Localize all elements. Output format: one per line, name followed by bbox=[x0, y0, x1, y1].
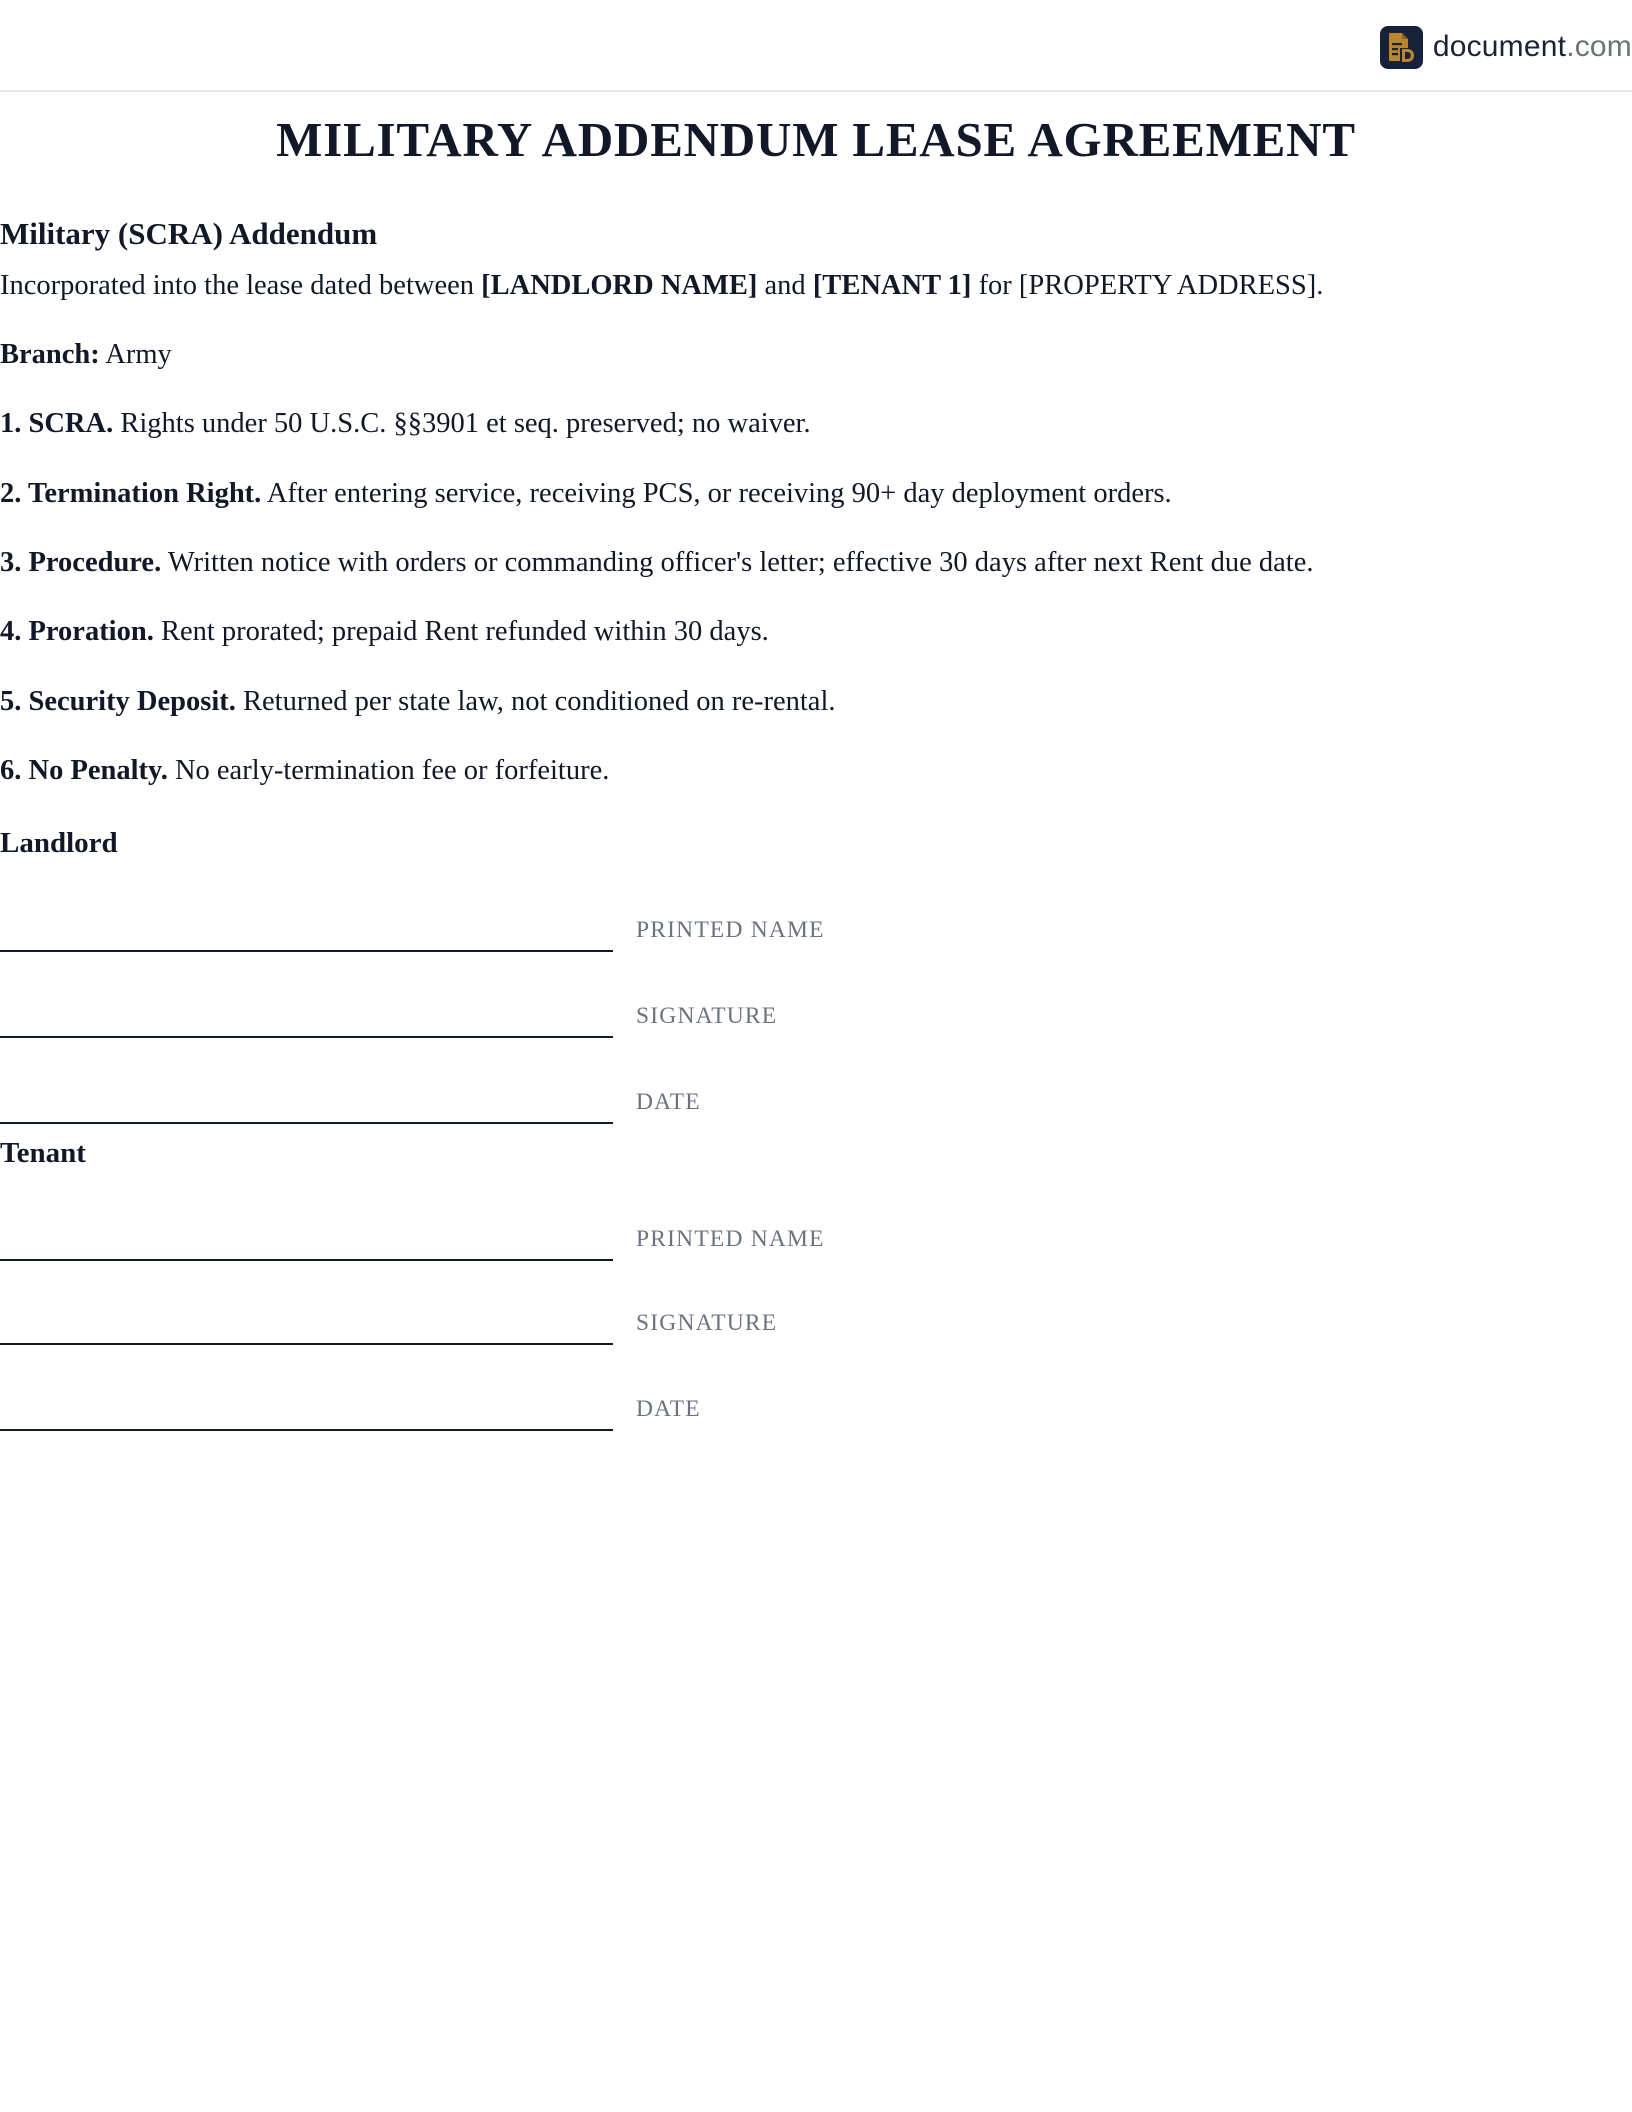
intro-prefix: Incorporated into the lease dated between bbox=[0, 270, 482, 301]
signature-line[interactable] bbox=[0, 950, 613, 952]
field-label: SIGNATURE bbox=[636, 1310, 778, 1336]
clause-text: Rights under 50 U.S.C. §§3901 et seq. preserved; no waiver. bbox=[113, 408, 811, 439]
clause-text: Returned per state law, not conditioned on re-rental. bbox=[235, 686, 836, 717]
clause-5 bbox=[0, 684, 836, 720]
signature-line[interactable] bbox=[0, 1259, 613, 1261]
intro-suffix: for [PROPERTY ADDRESS]. bbox=[971, 270, 1324, 301]
tenant-heading: Tenant bbox=[0, 1137, 86, 1169]
clause-1 bbox=[0, 406, 811, 442]
signature-line[interactable] bbox=[0, 1036, 613, 1038]
intro-middle: and bbox=[757, 270, 813, 301]
landlord-date-field[interactable] bbox=[0, 1084, 900, 1124]
clause-2 bbox=[0, 476, 1172, 512]
signature-line[interactable] bbox=[0, 1429, 613, 1431]
signature-line[interactable] bbox=[0, 1122, 613, 1124]
document-logo-icon bbox=[1380, 26, 1423, 69]
clause-4 bbox=[0, 614, 769, 650]
branch-label: Branch: bbox=[0, 339, 100, 370]
landlord-printed-name-field[interactable] bbox=[0, 912, 900, 952]
intro-paragraph bbox=[0, 268, 1323, 304]
branch-value: Army bbox=[99, 339, 172, 370]
field-label: PRINTED NAME bbox=[636, 917, 825, 943]
field-label: SIGNATURE bbox=[636, 1003, 778, 1029]
field-label: DATE bbox=[636, 1089, 701, 1115]
brand-name: document bbox=[1432, 30, 1567, 63]
landlord-heading: Landlord bbox=[0, 827, 118, 859]
clause-heading: 1. SCRA. bbox=[0, 408, 114, 439]
tenant-date-field[interactable] bbox=[0, 1391, 900, 1431]
clause-3 bbox=[0, 545, 1314, 581]
clause-heading: 3. Procedure. bbox=[0, 547, 162, 578]
brand-logo[interactable] bbox=[1380, 25, 1632, 69]
brand-tld: .com bbox=[1566, 30, 1632, 63]
tenant-printed-name-field[interactable] bbox=[0, 1221, 900, 1261]
clause-heading: 5. Security Deposit. bbox=[0, 686, 236, 717]
clause-text: No early-termination fee or forfeiture. bbox=[167, 755, 610, 786]
clause-heading: 2. Termination Right. bbox=[0, 478, 262, 509]
clause-heading: 4. Proration. bbox=[0, 616, 154, 647]
section-heading: Military (SCRA) Addendum bbox=[0, 216, 378, 251]
clause-text: After entering service, receiving PCS, or receiving 90+ day deployment orders. bbox=[261, 478, 1172, 509]
clause-text: Written notice with orders or commanding officer's letter; effective 30 days after next Rent due date. bbox=[161, 547, 1314, 578]
clause-text: Rent prorated; prepaid Rent refunded within 30 days. bbox=[153, 616, 769, 647]
document-title: MILITARY ADDENDUM LEASE AGREEMENT bbox=[276, 112, 1356, 167]
branch-line bbox=[0, 337, 172, 373]
brand-wordmark bbox=[1433, 32, 1632, 62]
field-label: PRINTED NAME bbox=[636, 1226, 825, 1252]
tenant-name-placeholder: [TENANT 1] bbox=[812, 270, 972, 301]
landlord-name-placeholder: [LANDLORD NAME] bbox=[481, 270, 758, 301]
field-label: DATE bbox=[636, 1396, 701, 1422]
clause-heading: 6. No Penalty. bbox=[0, 755, 168, 786]
clause-6 bbox=[0, 753, 609, 789]
signature-line[interactable] bbox=[0, 1343, 613, 1345]
top-bar bbox=[0, 0, 1632, 92]
tenant-signature-field[interactable] bbox=[0, 1305, 900, 1345]
landlord-signature-field[interactable] bbox=[0, 998, 900, 1038]
